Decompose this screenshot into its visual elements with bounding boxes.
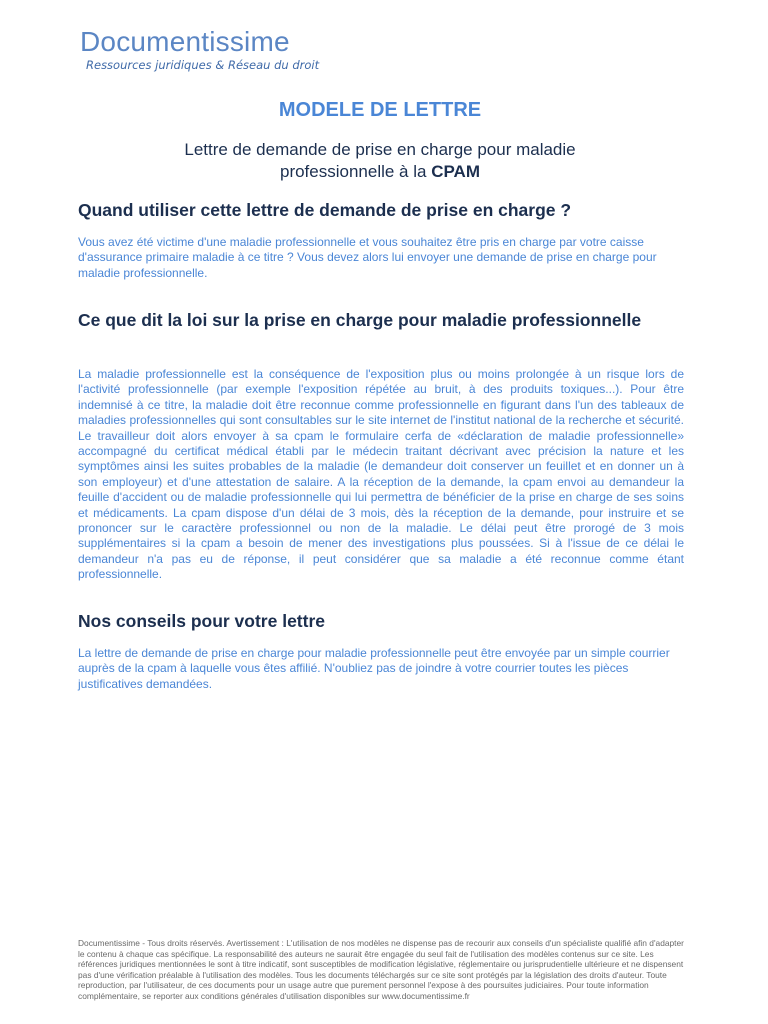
- letter-title-cpam: CPAM: [431, 162, 480, 181]
- documentissime-logo: [80, 26, 319, 72]
- brand-name: Documentissime: [80, 26, 290, 57]
- document-type-heading: MODELE DE LETTRE: [278, 99, 482, 121]
- section-body-law: La maladie professionnelle est la conséquence de l'exposition plus ou moins prolongée à un risque lors de l'activité professionnelle (par exemple l'exposition répétée au bruit, à des produits toxiques...). Pour être indemnisé à ce titre, la maladie doit être reconnue comme professionnelle en figurant dans l'un des tableaux de maladies professionnelles qui sont consultables sur le site internet de l'institut national de la recherche et sécurité. Le travailleur doit alors envoyer à sa cpam le formulaire cerfa de «déclaration de maladie professionnelle» accompagné du certificat médical établi par le médecin traitant décrivant avec précision la nature et les symptômes ainsi les suites probables de la maladie (le demandeur doit conserver un feuillet et en donner un à son employeur) et d'une attestation de salaire. A la réception de la demande, la cpam envoi au demandeur la feuille d'accident ou de maladie professionnelle qui lui permettra de bénéficier de la prise en charge de ses soins et médicaments. La cpam dispose d'un délai de 3 mois, dès la réception de la demande, pour instruire et se prononcer sur le caractère professionnel ou non de la maladie. Le délai peut être prorogé de 3 mois supplémentaires si la cpam a besoin de mener des investigations plus poussées. Si à l'issue de ce délai le demandeur n'a pas eu de réponse, il peut considérer que sa maladie a été reconnue comme étant professionnelle.: [78, 367, 684, 582]
- section-body-when-to-use: Vous avez été victime d'une maladie professionnelle et vous souhaitez être pris en charge par votre caisse d'assurance primaire maladie à ce titre ? Vous devez alors lui envoyer une demande de prise en charge pour maladie professionnelle.: [78, 235, 657, 280]
- brand-tagline: Ressources juridiques & Réseau du droit: [86, 58, 320, 72]
- letter-title: [120, 139, 640, 183]
- section-heading-law: Ce que dit la loi sur la prise en charge pour maladie professionnelle: [78, 310, 642, 330]
- section-heading-when-to-use: Quand utiliser cette lettre de demande de prise en charge ?: [78, 200, 572, 220]
- section-heading-advice: Nos conseils pour votre lettre: [78, 611, 326, 631]
- letter-title-line1: Lettre de demande de prise en charge pour maladie: [184, 140, 576, 159]
- section-body-advice: La lettre de demande de prise en charge pour maladie professionnelle peut être envoyée par un simple courrier auprès de la cpam à laquelle vous êtes affilié. N'oubliez pas de joindre à votre courrier toutes les pièces justificatives demandées.: [78, 646, 670, 691]
- footer-disclaimer: Documentissime - Tous droits réservés. Avertissement : L'utilisation de nos modèles ne dispense pas de recourir aux conseils d'un spécialiste qualifié afin d'adapter le contenu à chaque cas spécifique. La responsabilité des auteurs ne saurait être engagée du seul fait de l'utilisation des modèles contenus sur ce site. Les références juridiques mentionnées le sont à titre indicatif, sont susceptibles de modification législative, réglementaire ou jurisprudentielle ultérieure et ne dispensent pas d'une vérification préalable à l'utilisation des modèles. Tous les documents téléchargés sur ce site sont protégés par la législation des droits d'auteur. Toute reproduction, par l'utilisateur, de ces documents pour un usage autre que purement personnel l'expose à des poursuites judiciaires. Pour toute information complémentaire, se reporter aux conditions générales d'utilisation disponibles sur www.documentissime.fr: [78, 938, 684, 1001]
- letter-title-line2: professionnelle à la: [279, 162, 432, 181]
